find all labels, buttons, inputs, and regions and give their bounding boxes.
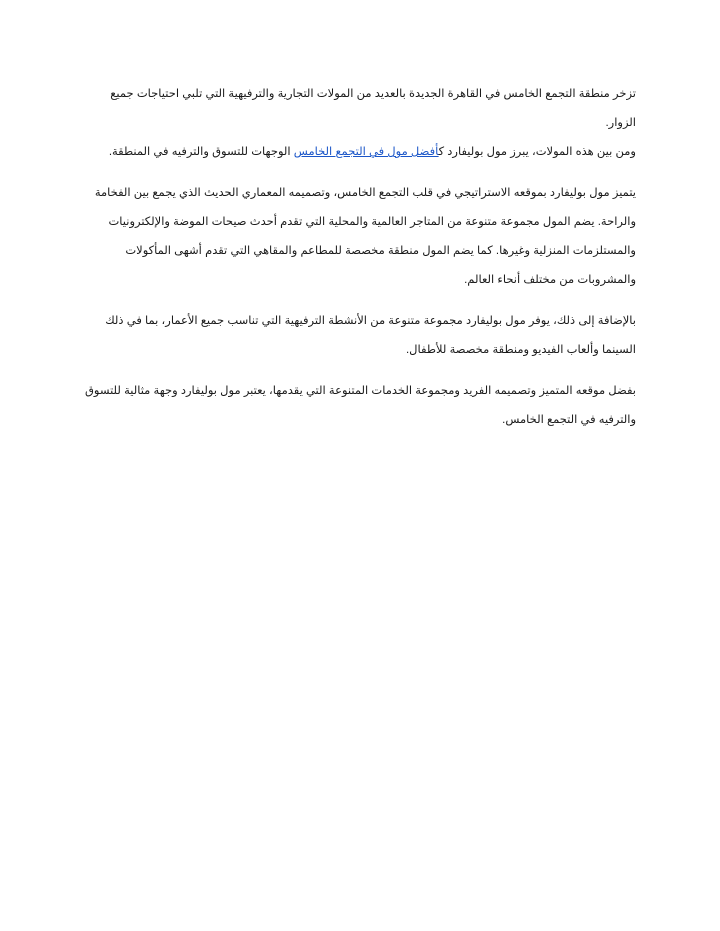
paragraph-location: يتميز مول بوليفارد بموقعه الاستراتيجي في قلب التجمع الخامس، وتصميمه المعماري الحديث الذي يجمع بين الفخامة والراحة. يضم المول مجموعة متنوعة من المتاجر العالمية والمحلية التي تقدم أحدث صيحات الموضة والإلكترونيات والمستلزمات المنزلية وغيرها. كما يضم المول منطقة مخصصة للمطاعم والمقاهي التي تقدم أشهى المأكولات والمشروبات من مختلف أنحاء العالم.	[94, 187, 636, 286]
paragraph-intro-line-1: تزخر منطقة التجمع الخامس في القاهرة الجديدة بالعديد من المولات التجارية والترفيهية التي تلبي احتياجات جميع الزوار.	[110, 88, 636, 129]
paragraph-intro	[84, 80, 636, 167]
paragraph-activities: بالإضافة إلى ذلك، يوفر مول بوليفارد مجموعة متنوعة من الأنشطة الترفيهية التي تناسب جميع الأعمار، بما في ذلك السينما وألعاب الفيديو ومنطقة مخصصة للأطفال.	[105, 315, 636, 356]
paragraph-conclusion: بفضل موقعه المتميز وتصميمه الفريد ومجموعة الخدمات المتنوعة التي يقدمها، يعتبر مول بوليفارد وجهة مثالية للتسوق والترفيه في التجمع الخامس.	[84, 385, 636, 426]
paragraph-intro-line-2-start: ومن بين هذه المولات، يبرز مول بوليفارد ك	[438, 146, 636, 158]
document-body	[84, 80, 636, 447]
paragraph-intro-line-2-end: الوجهات للتسوق والترفيه في المنطقة.	[108, 146, 294, 158]
best-mall-link[interactable]: أفضل مول في التجمع الخامس	[293, 146, 439, 158]
